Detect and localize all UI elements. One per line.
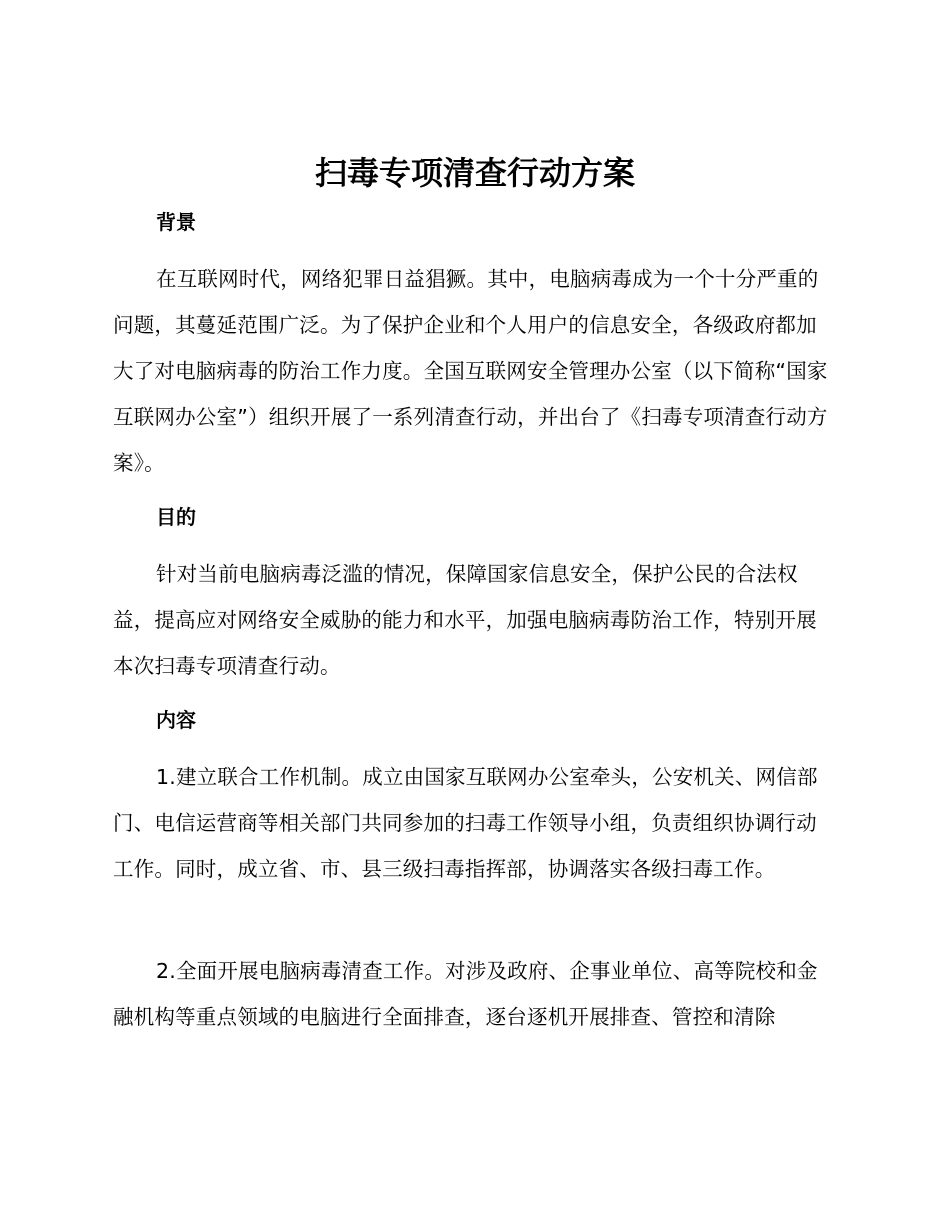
- paragraph-content-item-1: 1.建立联合工作机制。成立由国家互联网办公室牵头，公安机关、网信部门、电信运营商等相关部门共同参加的扫毒工作领导小组，负责组织协调行动工作。同时，成立省、市、县三级扫毒指挥部，协调落实各级扫毒工作。: [113, 765, 818, 881]
- section-heading-purpose: 目的: [156, 505, 196, 529]
- section-heading-content: 内容: [156, 708, 196, 732]
- paragraph-content-item-2: 2.全面开展电脑病毒清查工作。对涉及政府、企事业单位、高等院校和金融机构等重点领域的电脑进行全面排查，逐台逐机开展排查、管控和清除: [113, 959, 818, 1029]
- paragraph-background: 在互联网时代，网络犯罪日益猖獗。其中，电脑病毒成为一个十分严重的问题，其蔓延范围广泛。为了保护企业和个人用户的信息安全，各级政府都加大了对电脑病毒的防治工作力度。全国互联网安全管理办公室（以下简称“国家互联网办公室”）组织开展了一系列清查行动，并出台了《扫毒专项清查行动方案》。: [113, 267, 828, 475]
- document-title: 扫毒专项清查行动方案: [314, 154, 635, 192]
- section-heading-background: 背景: [156, 210, 196, 234]
- paragraph-purpose: 针对当前电脑病毒泛滥的情况，保障国家信息安全，保护公民的合法权益，提高应对网络安全威胁的能力和水平，加强电脑病毒防治工作，特别开展本次扫毒专项清查行动。: [113, 562, 817, 678]
